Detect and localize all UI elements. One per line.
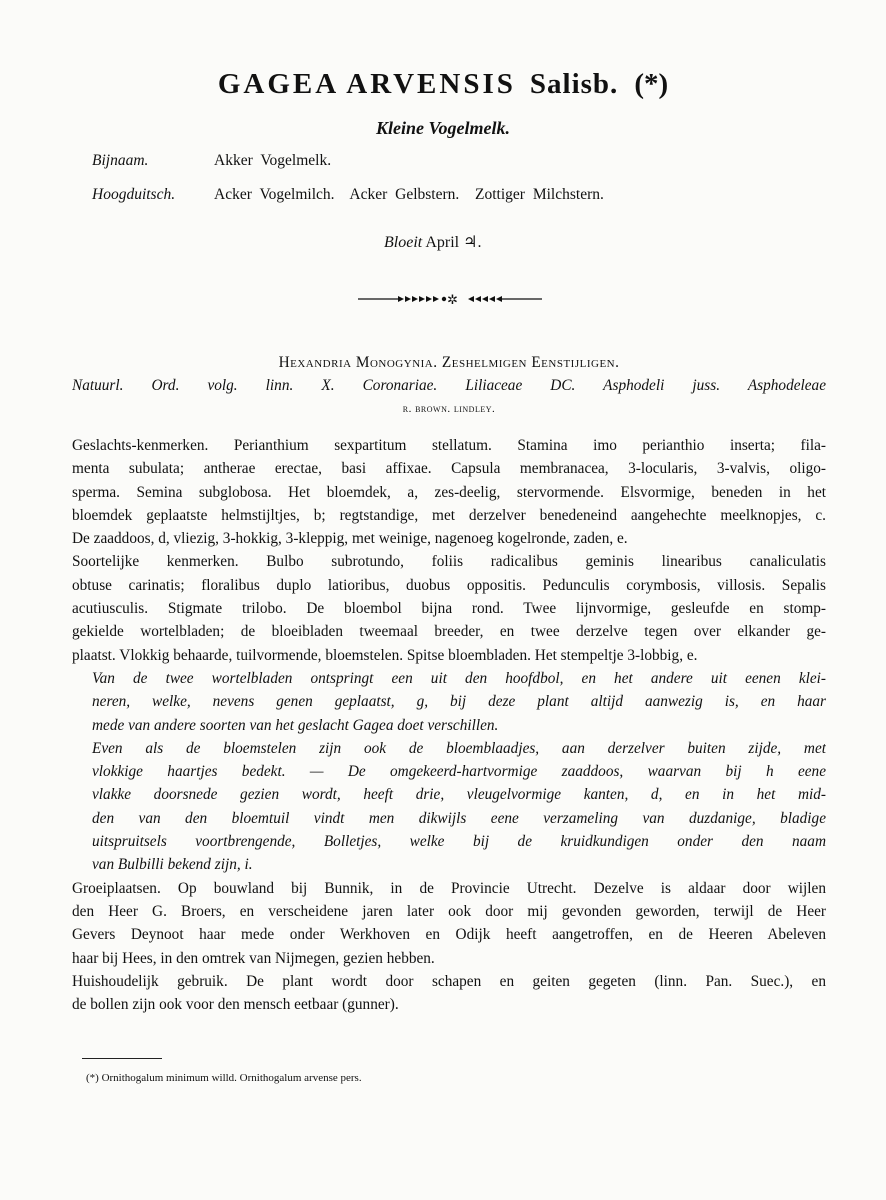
synonym-label: Bijnaam.	[92, 152, 149, 169]
synonym-row	[92, 186, 604, 204]
text-line: de bollen zijn ook voor den mensch eetbaar (gunner).	[72, 996, 399, 1014]
synonym-value: Akker Vogelmelk.	[214, 152, 332, 169]
footnote-separator	[82, 1058, 162, 1059]
natural-order: Natuurl. Ord. volg. linn. X. Coronariae. Liliaceae DC. Asphodeli juss. Asphodeleae	[72, 377, 826, 395]
class-linnaean: Hexandria Monogynia. Zeshelmigen Eenstijligen.	[278, 354, 620, 371]
footnote: (*) Ornithogalum minimum willd. Ornithogalum arvense pers.	[86, 1072, 362, 1084]
title-note-marker: (*)	[634, 68, 669, 100]
classification-line	[72, 374, 826, 397]
ornamental-rule-icon	[358, 291, 542, 307]
text-line: van Bulbilli bekend zijn, i.	[92, 856, 253, 874]
text-line: sperma. Semina subglobosa. Het bloemdek, a, zes-deelig, stervormende. Elsvormige, beneden in het	[72, 483, 826, 501]
synonym-row	[92, 152, 331, 170]
svg-text:✲: ✲	[447, 293, 458, 307]
vernacular-name: Kleine Vogelmelk.	[376, 118, 510, 138]
species-title	[0, 68, 886, 101]
text-line: Groeiplaatsen. Op bouwland bij Bunnik, in de Provincie Utrecht. Dezelve is aldaar door wijlen	[72, 879, 826, 897]
text-line: plaatst. Vlokkig behaarde, tuilvormende, bloemstelen. Spitse bloembladen. Het stempeltje 3-lobbig, e.	[72, 646, 698, 664]
synonym-value: Acker Vogelmilch. Acker Gelbstern. Zottiger Milchstern.	[214, 186, 604, 203]
classification-block	[72, 351, 826, 421]
text-line: acutiusculis. Stigmate trilobo. De bloembol bijna rond. Twee lijnvormige, gesleufde en stomp-	[72, 600, 826, 618]
text-line: neren, welke, nevens genen geplaatst, g, bij deze plant altijd aanwezig is, en haar	[92, 693, 826, 711]
text-line: Soortelijke kenmerken. Bulbo subrotundo, foliis radicalibus geminis linearibus canaliculatis	[72, 553, 826, 571]
text-line: den van den bloemtuil vindt men dikwijls eene verzameling van duzdanige, bladige	[92, 809, 826, 827]
flowering-time	[384, 232, 481, 252]
text-line: Gevers Deynoot haar mede onder Werkhoven en Odijk heeft aangetroffen, en de Heeren Abeleven	[72, 926, 826, 944]
text-line: menta subulata; antherae erectae, basi affixae. Capsula membranacea, 3-locularis, 3-valvis, oligo-	[72, 460, 826, 478]
text-line: Geslachts-kenmerken. Perianthium sexpartitum stellatum. Stamina imo perianthio inserta; fila-	[72, 437, 826, 454]
synonym-label: Hoogduitsch.	[92, 186, 176, 203]
text-line: den Heer G. Broers, en verscheidene jaren later ook door mij gevonden geworden, terwijl de Heer	[72, 902, 826, 920]
text-line: Van de twee wortelbladen ontspringt een uit den hoofdbol, en het andere uit eenen klei-	[92, 669, 826, 687]
title-main: GAGEA ARVENSIS	[217, 68, 516, 100]
text-line: bloemdek geplaatste helmstijltjes, b; regtstandige, met derzelver benedeneind aangehechte meelknopjes, c.	[72, 506, 826, 524]
text-line: Even als de bloemstelen zijn ook de bloemblaadjes, aan derzelver buiten zijde, met	[92, 739, 826, 757]
flowering-value: April ♃.	[425, 234, 482, 251]
text-line: De zaaddoos, d, vliezig, 3-hokkig, 3-kleppig, met weinige, nagenoeg kogelronde, zaden, e.	[72, 530, 628, 548]
text-line: vlakke doorsnede gezien wordt, heeft drie, vleugelvormige kanten, d, en in het mid-	[92, 786, 826, 804]
text-line: Huishoudelijk gebruik. De plant wordt door schapen en geiten gegeten (linn. Pan. Suec.), en	[72, 972, 826, 990]
classification-line	[72, 398, 826, 421]
text-line: vlokkige haartjes bedekt. — De omgekeerd-hartvormige zaaddoos, waarvan bij h eene	[92, 763, 826, 781]
title-author: Salisb.	[529, 68, 619, 100]
classification-line	[72, 351, 826, 374]
text-line: gekielde wortelbladen; de bloeibladen tweemaal breeder, en twee derzelve tegen over elkander ge-	[72, 623, 826, 641]
class-authors: r. brown. lindley.	[402, 402, 496, 415]
text-line: uitspruitsels voortbrengende, Bolletjes, welke bij de kruidkundigen onder den naam	[92, 833, 826, 851]
text-line: obtuse carinatis; floralibus duplo latioribus, duobus oppositis. Pedunculis corymbosis, villosis. Sepalis	[72, 576, 826, 594]
description-body	[72, 434, 826, 1016]
text-line: haar bij Hees, in den omtrek van Nijmegen, gezien hebben.	[72, 949, 435, 967]
text-line: mede van andere soorten van het geslacht Gagea doet verschillen.	[92, 716, 499, 734]
flowering-label: Bloeit	[384, 234, 423, 251]
